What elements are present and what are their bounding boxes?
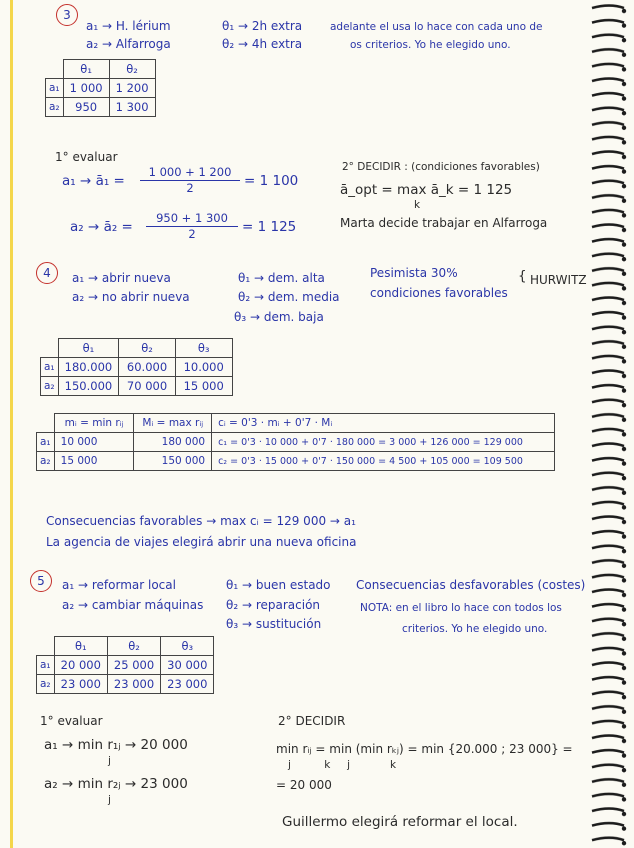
p3-eq3-subscript: k <box>414 199 421 211</box>
p3-cell: 1 000 <box>63 79 109 98</box>
p4-cell: 150.000 <box>58 377 119 396</box>
p3-eq3: ā_opt = max ā_k = 1 125 <box>340 182 513 198</box>
p4-state-theta1: θ₁ → dem. alta <box>238 271 325 285</box>
p5-cost-table <box>36 636 214 694</box>
p4-row-label: a₂ <box>41 377 59 396</box>
p5-eval-a1-subscript: j <box>108 755 111 767</box>
p3-eq1-denominator: 2 <box>186 181 194 195</box>
notebook-margin-line <box>10 0 13 848</box>
p3-option-a1: a₁ → H. lérium <box>86 19 171 33</box>
p3-state-theta1: θ₁ → 2h extra <box>222 19 303 33</box>
p3-row-label: a₁ <box>46 79 64 98</box>
p4-hurwitz-cell: 15 000 <box>54 452 134 471</box>
p5-decision-eq: min rᵢⱼ = min (min rₖⱼ) = min {20.000 ; 23 000} = <box>276 742 573 756</box>
p3-option-a2: a₂ → Alfarroga <box>86 37 171 51</box>
p4-criterion-label: HURWITZ <box>530 273 587 287</box>
p4-option-a1: a₁ → abrir nueva <box>72 271 171 285</box>
p3-eq1-numerator: 1 000 + 1 200 <box>148 165 232 179</box>
p5-eval-a2-subscript: j <box>108 794 111 806</box>
p4-payoff-table <box>40 338 233 396</box>
p5-cell: 30 000 <box>161 656 214 675</box>
problem-3-number: 3 <box>56 4 78 26</box>
p5-col-header: θ₂ <box>107 637 160 656</box>
p4-hurwitz-cell: 180 000 <box>134 433 212 452</box>
p4-cell: 70 000 <box>119 377 176 396</box>
p4-col-header: θ₂ <box>119 339 176 358</box>
p5-col-header: θ₃ <box>161 637 214 656</box>
p4-hurwitz-table <box>36 413 555 471</box>
p3-cell: 950 <box>63 98 109 117</box>
p3-step1-label: 1° evaluar <box>55 150 118 164</box>
p4-state-theta2: θ₂ → dem. media <box>238 290 340 304</box>
problem-4-number: 4 <box>36 262 58 284</box>
p3-eq2-numerator: 950 + 1 300 <box>156 211 228 225</box>
p5-option-a1: a₁ → reformar local <box>62 578 176 592</box>
p4-hurwitz-cell: c₂ = 0'3 · 15 000 + 0'7 · 150 000 = 4 500 + 105 000 = 109 500 <box>212 452 555 471</box>
p5-cell: 23 000 <box>161 675 214 694</box>
p3-eq1-result: = 1 100 <box>244 173 299 189</box>
p4-col-header: θ₃ <box>175 339 232 358</box>
p5-note-line2: criterios. Yo he elegido uno. <box>402 623 548 635</box>
p3-eq2-result: = 1 125 <box>242 219 297 235</box>
p3-row-label: a₂ <box>46 98 64 117</box>
p5-consequence-type: Consecuencias desfavorables (costes) <box>356 578 586 592</box>
p4-hurwitz-bracket: { <box>518 268 527 284</box>
p3-eq1-fraction <box>140 166 240 195</box>
p5-cell: 23 000 <box>107 675 160 694</box>
p5-cell: 20 000 <box>54 656 107 675</box>
p5-row-label: a₁ <box>37 656 55 675</box>
p5-step2-label: 2° DECIDIR <box>278 714 346 728</box>
p5-decision-subscripts: j k j k <box>288 759 397 771</box>
p3-eq2-fraction <box>146 212 238 241</box>
p3-note-line1: adelante el usa lo hace con cada uno de <box>330 21 543 33</box>
p4-row-label: a₁ <box>41 358 59 377</box>
p3-note-line2: os criterios. Yo he elegido uno. <box>350 39 511 51</box>
p4-hurwitz-header: mᵢ = min rᵢⱼ <box>54 414 134 433</box>
problem-5-number: 5 <box>30 570 52 592</box>
p4-hurwitz-row-label: a₂ <box>37 452 55 471</box>
p5-cell: 25 000 <box>107 656 160 675</box>
p4-cell: 15 000 <box>175 377 232 396</box>
p3-payoff-table <box>45 59 156 117</box>
p4-hurwitz-cell: 10 000 <box>54 433 134 452</box>
p4-option-a2: a₂ → no abrir nueva <box>72 290 190 304</box>
p5-eval-a2: a₂ → min r₂ⱼ → 23 000 <box>44 776 188 792</box>
p5-decision-result: = 20 000 <box>276 778 332 792</box>
p5-col-header: θ₁ <box>54 637 107 656</box>
p3-cell: 1 300 <box>109 98 155 117</box>
p4-hurwitz-cell: c₁ = 0'3 · 10 000 + 0'7 · 180 000 = 3 000 + 126 000 = 129 000 <box>212 433 555 452</box>
p3-eq2-denominator: 2 <box>188 227 196 241</box>
p4-col-header: θ₁ <box>58 339 119 358</box>
p3-col-header: θ₂ <box>109 60 155 79</box>
p4-cell: 60.000 <box>119 358 176 377</box>
p3-col-header: θ₁ <box>63 60 109 79</box>
p5-option-a2: a₂ → cambiar máquinas <box>62 598 204 612</box>
p3-cell: 1 200 <box>109 79 155 98</box>
p3-eq2-left: a₂ → ā₂ = <box>70 219 133 235</box>
p5-conclusion: Guillermo elegirá reformar el local. <box>282 814 518 830</box>
p5-state-theta2: θ₂ → reparación <box>226 598 321 612</box>
p4-conclusion-2: La agencia de viajes elegirá abrir una nueva oficina <box>46 535 357 549</box>
p4-hurwitz-header: cᵢ = 0'3 · mᵢ + 0'7 · Mᵢ <box>212 414 555 433</box>
spiral-binding <box>588 0 634 848</box>
p4-conclusion-1: Consecuencias favorables → max cᵢ = 129 000 → a₁ <box>46 514 356 528</box>
p5-note-line1: NOTA: en el libro lo hace con todos los <box>360 602 562 614</box>
p5-state-theta1: θ₁ → buen estado <box>226 578 331 592</box>
p3-conclusion: Marta decide trabajar en Alfarroga <box>340 216 548 230</box>
p5-step1-label: 1° evaluar <box>40 714 103 728</box>
p5-row-label: a₂ <box>37 675 55 694</box>
p4-hurwitz-header: Mᵢ = max rᵢⱼ <box>134 414 212 433</box>
p4-pessimism-rate: Pesimista 30% <box>370 266 458 280</box>
p4-cell: 10.000 <box>175 358 232 377</box>
p4-cell: 180.000 <box>58 358 119 377</box>
p5-cell: 23 000 <box>54 675 107 694</box>
p5-state-theta3: θ₃ → sustitución <box>226 617 322 631</box>
p4-hurwitz-row-label: a₁ <box>37 433 55 452</box>
p3-eq1-left: a₁ → ā₁ = <box>62 173 125 189</box>
p3-state-theta2: θ₂ → 4h extra <box>222 37 303 51</box>
p4-state-theta3: θ₃ → dem. baja <box>234 310 324 324</box>
p4-hurwitz-cell: 150 000 <box>134 452 212 471</box>
p3-step2-label: 2° DECIDIR : (condiciones favorables) <box>342 161 540 173</box>
p5-eval-a1: a₁ → min r₁ⱼ → 20 000 <box>44 737 188 753</box>
p4-condition: condiciones favorables <box>370 286 508 300</box>
